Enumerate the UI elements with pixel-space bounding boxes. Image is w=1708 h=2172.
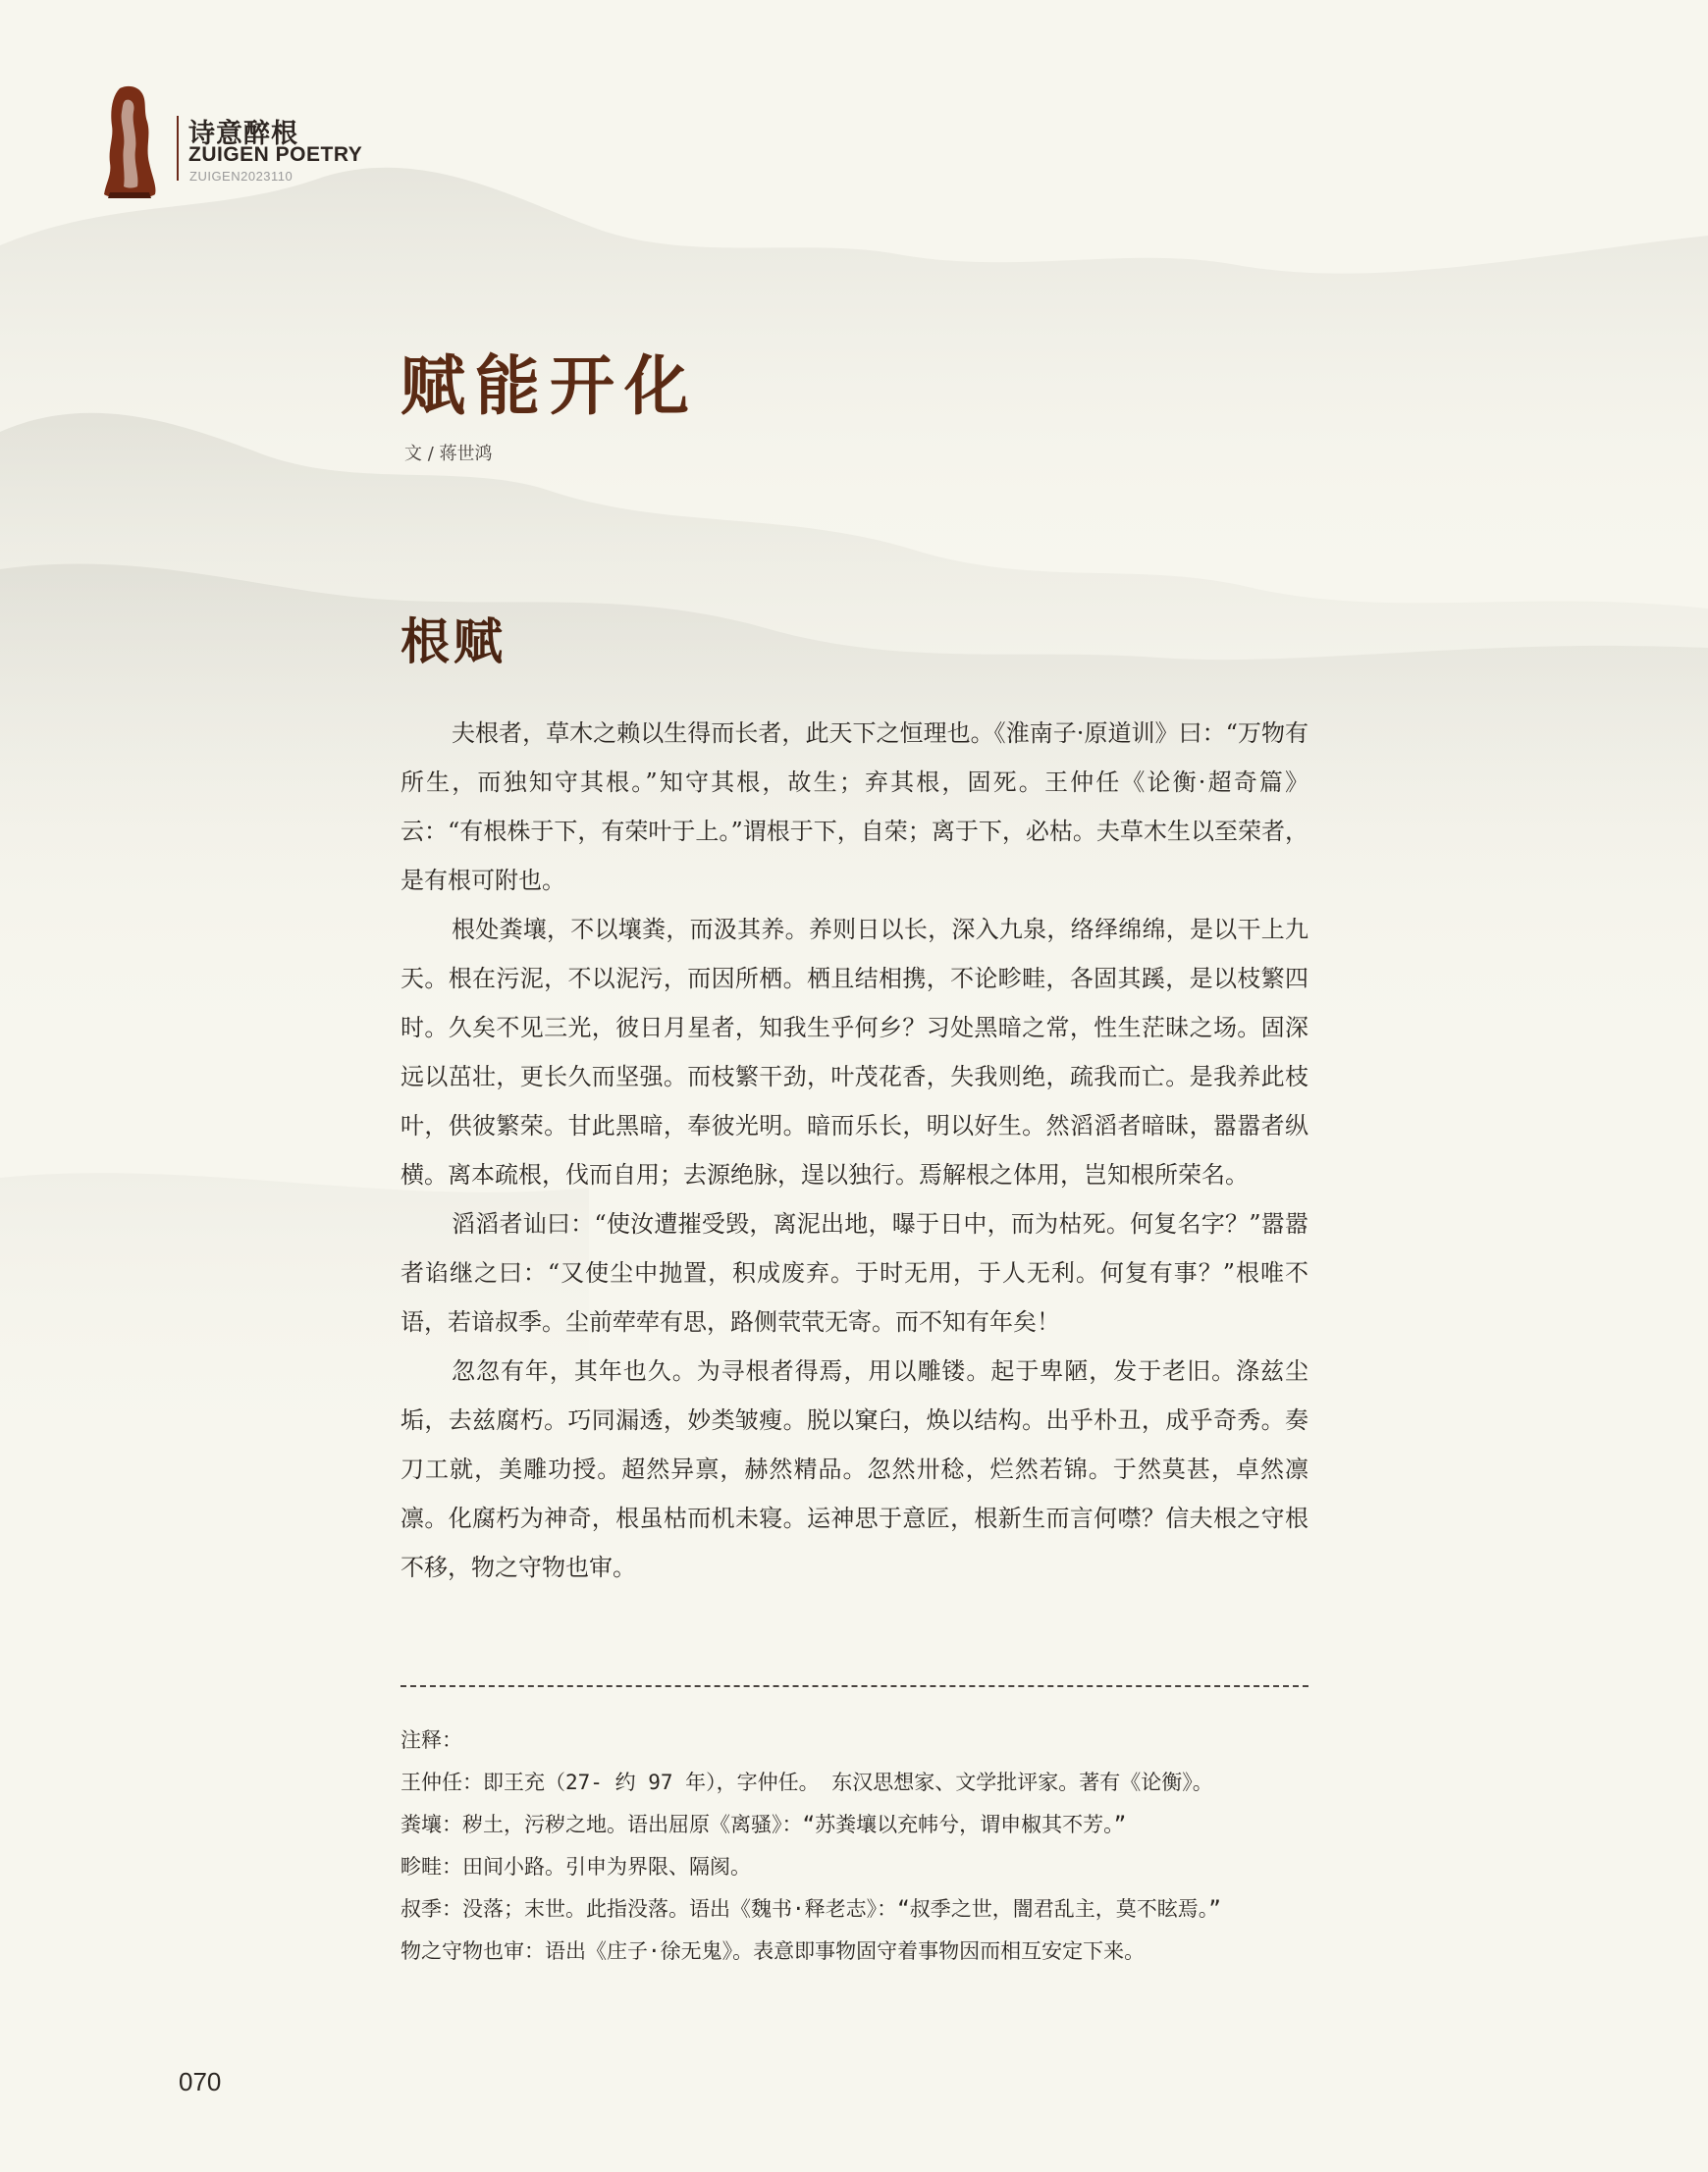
annotations-title: 注释：: [400, 1728, 462, 1752]
annotation-item: 粪壤：秽土，污秽之地。语出屈原《离骚》：“苏粪壤以充帏兮，谓申椒其不芳。”: [400, 1813, 1127, 1836]
carved-root-logo-icon: [98, 84, 159, 200]
annotations: [400, 1720, 1308, 1973]
article-title: 赋能开化: [400, 347, 699, 424]
issue-code: ZUIGEN2023110: [189, 169, 294, 184]
logo-divider: [177, 116, 179, 181]
body-paragraph: 根处粪壤，不以壤粪，而汲其养。养则日以长，深入九泉，络绎绵绵，是以干上九天。根在污泥，不以泥污，而因所栖。栖且结相携，不论畛畦，各固其蹊，是以枝繁四时。久矣不见三光，彼日月星者，知我生乎何乡？习处黑暗之常，性生茫昧之场。固深远以茁壮，更长久而坚强。而枝繁干劲，叶茂花香，失我则绝，疏我而亡。是我养此枝叶，供彼繁荣。甘此黑暗，奉彼光明。暗而乐长，明以好生。然滔滔者暗昧，嚣嚣者纵横。离本疏根，伐而自用；去源绝脉，逞以独行。焉解根之体用，岂知根所荣名。: [400, 916, 1308, 1189]
logo-chinese-name: 诗意醉根: [188, 119, 298, 149]
page-number: 070: [179, 2067, 222, 2096]
article-body: [400, 709, 1308, 1592]
author-byline: 文 / 蒋世鸿: [404, 444, 493, 464]
annotation-item: 畛畦：田间小路。引申为界限、隔阂。: [400, 1855, 751, 1879]
annotation-item: 王仲任：即王充（27- 约 97 年），字仲任。 东汉思想家、文学批评家。著有《论衡》。: [400, 1771, 1213, 1794]
annotation-item: 物之守物也审：语出《庄子·徐无鬼》。表意即事物固守着事物因而相互安定下来。: [400, 1939, 1146, 1963]
section-title: 根赋: [400, 612, 507, 670]
body-paragraph: 忽忽有年，其年也久。为寻根者得焉，用以雕镂。起于卑陋，发于老旧。涤兹尘垢，去兹腐朽。巧同漏透，妙类皱瘦。脱以窠臼，焕以结构。出乎朴丑，成乎奇秀。奏刀工就，美雕功授。超然异禀，赫然精品。忽然卅稔，烂然若锦。于然莫甚，卓然凛凛。化腐朽为神奇，根虽枯而机未寝。运神思于意匠，根新生而言何噤？信夫根之守根不移，物之守物也审。: [400, 1357, 1308, 1581]
body-paragraph: 夫根者，草木之赖以生得而长者，此天下之恒理也。《淮南子·原道训》曰：“万物有所生，而独知守其根。”知守其根，故生；弃其根，固死。王仲任《论衡·超奇篇》云：“有根株于下，有荣叶于上。”谓根于下，自荣；离于下，必枯。夫草木生以至荣者，是有根可附也。: [400, 719, 1308, 894]
body-paragraph: 滔滔者讪曰：“使汝遭摧受毁，离泥出地，曝于日中，而为枯死。何复名字？”嚣嚣者谄继之曰：“又使尘中抛置，积成废弃。于时无用，于人无利。何复有事？”根唯不语，若谙叔季。尘前荦荦有思，路侧茕茕无寄。而不知有年矣！: [400, 1210, 1308, 1336]
dashed-separator: [400, 1685, 1308, 1687]
annotation-item: 叔季：没落；末世。此指没落。语出《魏书·释老志》：“叔季之世，闇君乱主，莫不眩焉。”: [400, 1897, 1221, 1921]
logo-english-name: ZUIGEN POETRY: [188, 143, 363, 166]
